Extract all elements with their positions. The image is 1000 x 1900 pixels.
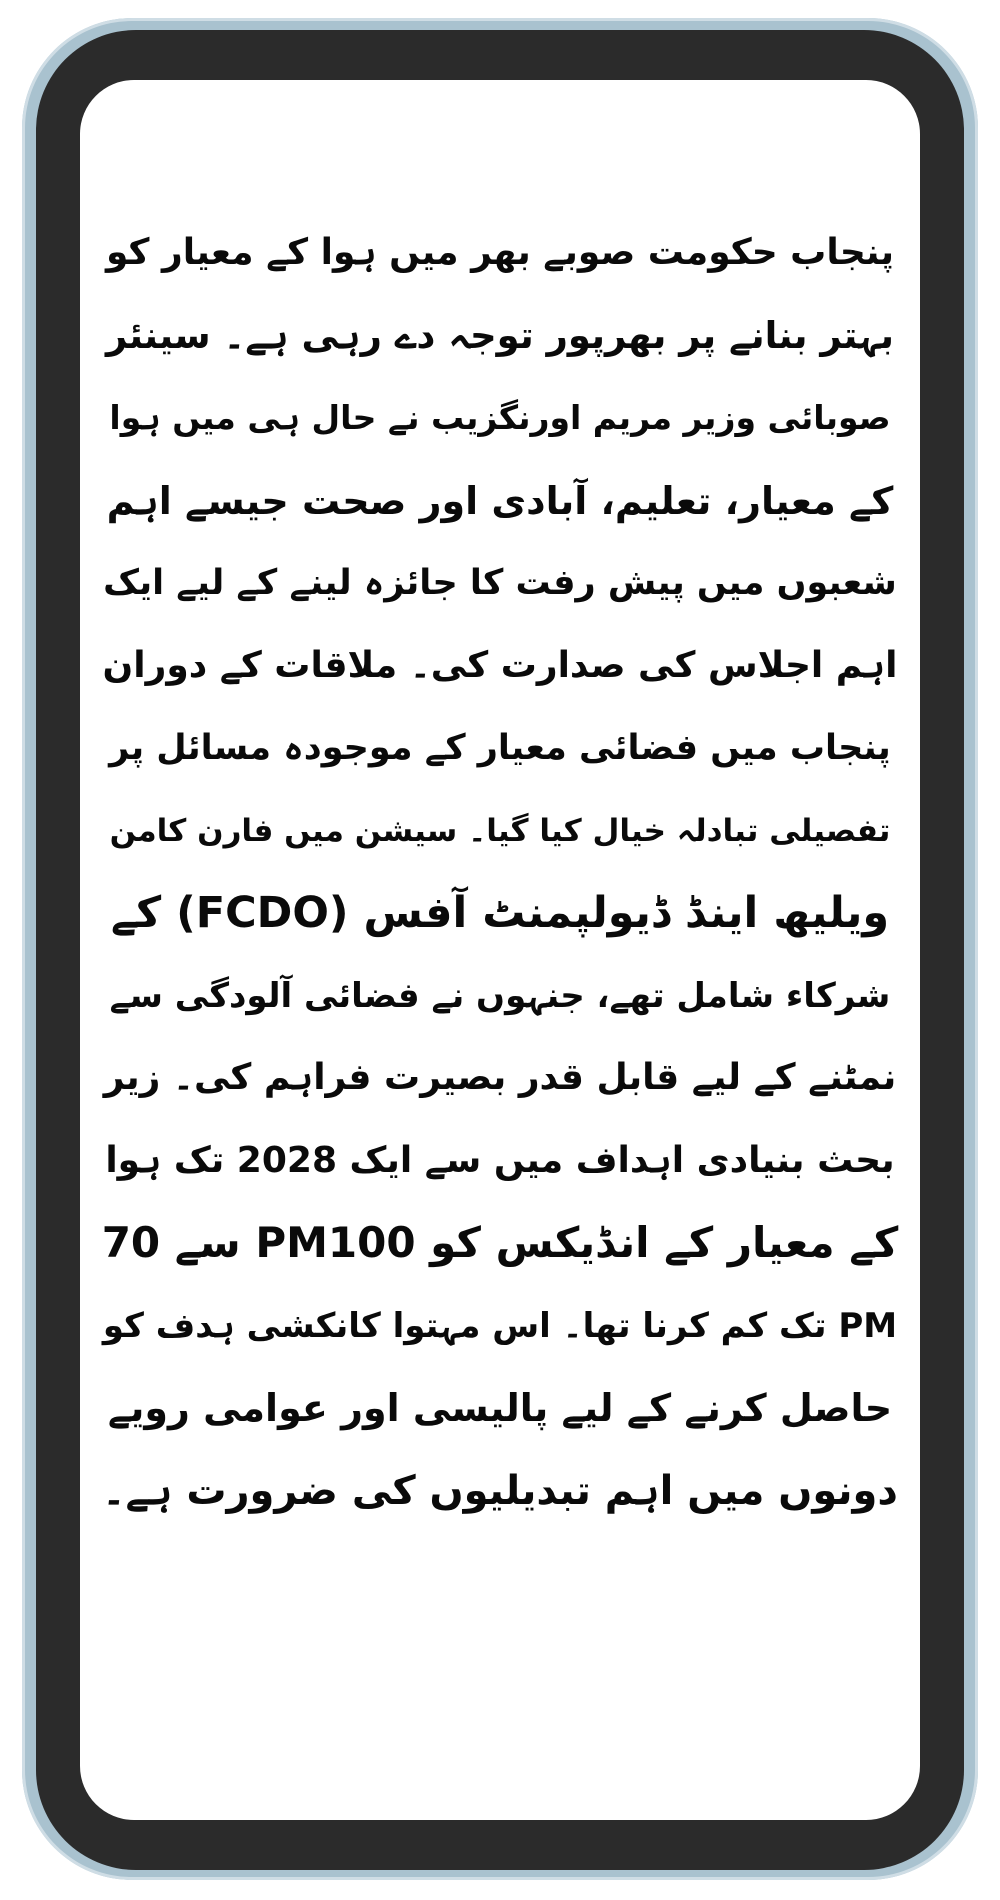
- article-line: بحث بنیادی اہداف میں سے ایک 2028 تک ہوا: [105, 1139, 895, 1181]
- article-line: PM تک کم کرنا تھا۔ اس مہتوا کانکشی ہدف کو: [102, 1305, 898, 1346]
- article-line: حاصل کرنے کے لیے پالیسی اور عوامی رویے: [107, 1386, 893, 1430]
- article-line: ویلیھ اینڈ ڈیولپمنٹ آفس (FCDO) کے: [110, 888, 890, 938]
- article-line: تفصیلی تبادلہ خیال کیا گیا۔ سیشن میں فارن کامن: [109, 812, 891, 849]
- article-line: شرکاء شامل تھے، جنہوں نے فضائی آلودگی سے: [109, 975, 891, 1016]
- article-line: اہم اجلاس کی صدارت کی۔ ملاقات کے دوران: [102, 644, 898, 686]
- article-line: صوبائی وزیر مریم اورنگزیب نے حال ہی میں ہوا: [109, 398, 891, 437]
- article-line: کے معیار کے انڈیکس کو PM100 سے 70: [101, 1218, 899, 1267]
- article-line: دونوں میں اہم تبدیلیوں کی ضرورت ہے۔: [102, 1467, 898, 1514]
- article-line: بہتر بنانے پر بھرپور توجہ دے رہی ہے۔ سینئر: [105, 313, 895, 357]
- article-text: [100, 212, 900, 1532]
- article-line: پنجاب میں فضائی معیار کے موجودہ مسائل پر: [109, 728, 891, 768]
- article-line: کے معیار، تعلیم، آبادی اور صحت جیسے اہم: [106, 478, 894, 523]
- article-line: نمٹنے کے لیے قابل قدر بصیرت فراہم کی۔ زیر: [103, 1057, 897, 1098]
- article-line: شعبوں میں پیش رفت کا جائزہ لینے کے لیے ایک: [103, 563, 897, 603]
- article-line: پنجاب حکومت صوبے بھر میں ہوا کے معیار کو: [105, 232, 895, 273]
